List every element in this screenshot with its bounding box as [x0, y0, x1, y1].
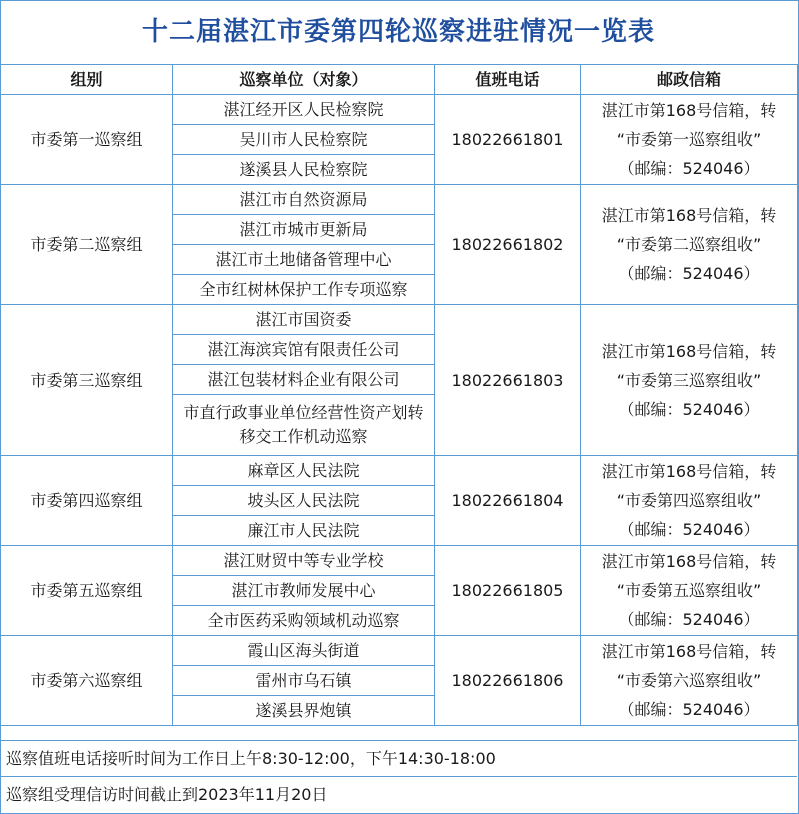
header-phone: 值班电话: [435, 65, 581, 95]
mail-line: 湛江市第168号信箱，转: [601, 552, 777, 571]
table-row: [1, 185, 798, 215]
mail-cell: [581, 456, 798, 546]
mail-line: “市委第五巡察组收”: [616, 581, 762, 600]
mail-cell: [581, 546, 798, 636]
unit-cell: 全市红树林保护工作专项巡察: [173, 275, 435, 305]
unit-cell: 湛江经开区人民检察院: [173, 95, 435, 125]
unit-cell: 全市医药采购领域机动巡察: [173, 606, 435, 636]
unit-cell: 雷州市乌石镇: [173, 666, 435, 696]
unit-cell: 湛江市自然资源局: [173, 185, 435, 215]
unit-cell: 湛江财贸中等专业学校: [173, 546, 435, 576]
table-row: [1, 636, 798, 666]
unit-cell: 市直行政事业单位经营性资产划转移交工作机动巡察: [173, 395, 435, 456]
mail-line: “市委第六巡察组收”: [616, 671, 762, 690]
unit-cell: 麻章区人民法院: [173, 456, 435, 486]
deadline-note: 巡察组受理信访时间截止到2023年11月20日: [0, 776, 797, 812]
unit-cell: 廉江市人民法院: [173, 516, 435, 546]
mail-cell: [581, 185, 798, 305]
phone-cell: 18022661803: [435, 305, 581, 456]
group-name: 市委第六巡察组: [1, 636, 173, 726]
phone-cell: 18022661802: [435, 185, 581, 305]
unit-cell: 湛江市国资委: [173, 305, 435, 335]
phone-cell: 18022661804: [435, 456, 581, 546]
mail-line: （邮编：524046）: [618, 700, 760, 719]
header-unit: 巡察单位（对象）: [173, 65, 435, 95]
unit-cell: 霞山区海头街道: [173, 636, 435, 666]
page-title: 十二届湛江市委第四轮巡察进驻情况一览表: [141, 17, 655, 47]
mail-cell: [581, 636, 798, 726]
duty-hours-note: 巡察值班电话接听时间为工作日上午8:30-12:00，下午14:30-18:00: [0, 740, 797, 776]
unit-cell: 湛江市城市更新局: [173, 215, 435, 245]
table-row: [1, 305, 798, 335]
unit-cell: 湛江海滨宾馆有限责任公司: [173, 335, 435, 365]
table-header-row: [1, 65, 798, 95]
mail-line: （邮编：524046）: [618, 399, 760, 419]
unit-cell: 遂溪县人民检察院: [173, 155, 435, 185]
group-name: 市委第一巡察组: [1, 95, 173, 185]
table-row: [1, 456, 798, 486]
unit-cell: 坡头区人民法院: [173, 486, 435, 516]
table-row: [1, 546, 798, 576]
mail-line: （邮编：524046）: [618, 610, 760, 629]
mail-line: 湛江市第168号信箱，转: [601, 642, 777, 661]
phone-cell: 18022661801: [435, 95, 581, 185]
mail-line: 湛江市第168号信箱，转: [601, 101, 777, 120]
mail-line: “市委第四巡察组收”: [616, 491, 762, 510]
mail-line: （邮编：524046）: [618, 520, 760, 539]
unit-cell: 湛江市土地储备管理中心: [173, 245, 435, 275]
mail-line: （邮编：524046）: [618, 264, 760, 283]
inspection-table: [0, 64, 798, 726]
mail-cell: [581, 305, 798, 456]
unit-cell: 遂溪县界炮镇: [173, 696, 435, 726]
header-group: 组别: [1, 65, 173, 95]
phone-cell: 18022661806: [435, 636, 581, 726]
unit-cell: 吴川市人民检察院: [173, 125, 435, 155]
group-name: 市委第三巡察组: [1, 305, 173, 456]
group-name: 市委第五巡察组: [1, 546, 173, 636]
mail-line: 湛江市第168号信箱，转: [601, 341, 777, 361]
mail-cell: [581, 95, 798, 185]
mail-line: （邮编：524046）: [618, 159, 760, 178]
group-name: 市委第二巡察组: [1, 185, 173, 305]
mail-line: “市委第一巡察组收”: [616, 130, 762, 149]
mail-line: “市委第三巡察组收”: [616, 370, 762, 390]
table-row: [1, 95, 798, 125]
unit-cell: 湛江包装材料企业有限公司: [173, 365, 435, 395]
phone-cell: 18022661805: [435, 546, 581, 636]
group-name: 市委第四巡察组: [1, 456, 173, 546]
mail-line: “市委第二巡察组收”: [616, 235, 762, 254]
mail-line: 湛江市第168号信箱，转: [601, 206, 777, 225]
header-mail: 邮政信箱: [581, 65, 798, 95]
unit-cell: 湛江市教师发展中心: [173, 576, 435, 606]
mail-line: 湛江市第168号信箱，转: [601, 462, 777, 481]
